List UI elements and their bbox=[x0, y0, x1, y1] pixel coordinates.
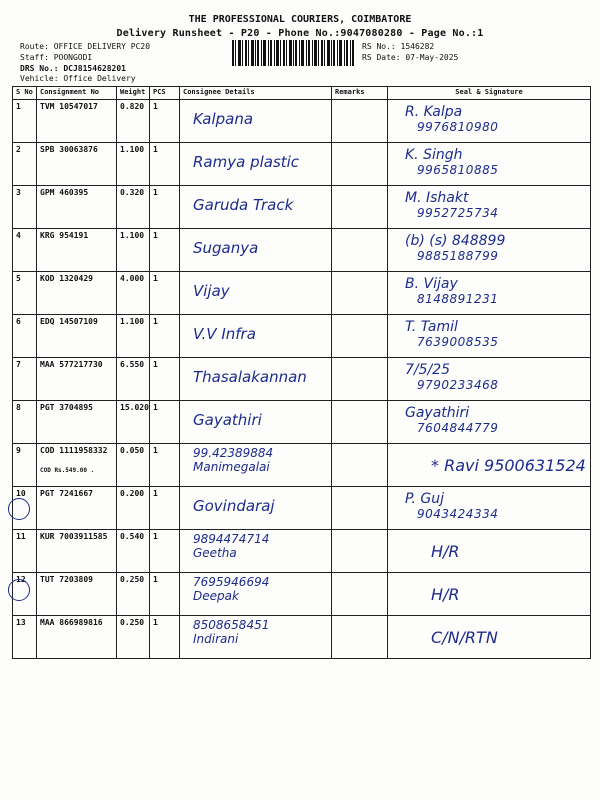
staff-label: Staff: POONGODI bbox=[20, 53, 93, 62]
row-pcs: 1 bbox=[150, 358, 180, 401]
row-weight: 0.200 bbox=[117, 487, 150, 530]
row-signature-cell bbox=[388, 616, 591, 659]
col-header-consignment: Consignment No bbox=[37, 87, 117, 100]
row-consignee-name: 8508658451 bbox=[193, 618, 270, 632]
row-sno: 10 bbox=[13, 487, 37, 530]
row-consignment-cell bbox=[37, 530, 117, 573]
row-cod-amount: COD Rs.549.00 . bbox=[40, 467, 95, 474]
row-consignment-no: PGT 7241667 bbox=[40, 489, 93, 498]
row-signature: M. Ishakt bbox=[405, 190, 469, 206]
row-signature-phone: 9952725734 bbox=[417, 206, 499, 220]
row-signature-phone: 9976810980 bbox=[417, 120, 499, 134]
row-signature-cell bbox=[388, 573, 591, 616]
row-remarks bbox=[332, 186, 388, 229]
row-consignee-cell bbox=[180, 530, 332, 573]
row-consignment-cell bbox=[37, 272, 117, 315]
row-consignment-cell bbox=[37, 401, 117, 444]
table-row bbox=[13, 100, 591, 143]
row-consignee-cell bbox=[180, 358, 332, 401]
row-pcs: 1 bbox=[150, 272, 180, 315]
row-pcs: 1 bbox=[150, 444, 180, 487]
row-consignment-no: PGT 3704895 bbox=[40, 403, 93, 412]
row-consignment-cell bbox=[37, 444, 117, 487]
row-signature-cell bbox=[388, 272, 591, 315]
row-consignee-cell bbox=[180, 143, 332, 186]
row-weight: 15.020 bbox=[117, 401, 150, 444]
col-header-weight: Weight bbox=[117, 87, 150, 100]
table-row bbox=[13, 229, 591, 272]
row-consignment-cell bbox=[37, 143, 117, 186]
drs-no-label: DRS No.: DCJ8154628201 bbox=[20, 64, 126, 73]
row-consignee-name: 9894474714 bbox=[193, 532, 270, 546]
row-consignment-cell bbox=[37, 487, 117, 530]
row-signature: 7/5/25 bbox=[405, 362, 451, 378]
col-header-consignee: Consignee Details bbox=[180, 87, 332, 100]
row-sno: 3 bbox=[13, 186, 37, 229]
table-row bbox=[13, 487, 591, 530]
row-consignee-cell bbox=[180, 573, 332, 616]
row-signature-phone: 9965810885 bbox=[417, 163, 499, 177]
row-signature: R. Kalpa bbox=[405, 104, 463, 120]
table-row bbox=[13, 186, 591, 229]
row-signature: (b) (s) 848899 bbox=[405, 233, 506, 249]
row-signature-cell bbox=[388, 358, 591, 401]
row-pcs: 1 bbox=[150, 573, 180, 616]
row-weight: 1.100 bbox=[117, 143, 150, 186]
row-pcs: 1 bbox=[150, 229, 180, 272]
row-consignee-line2: Manimegalai bbox=[193, 460, 270, 474]
row-consignee-name: 99.42389884 bbox=[193, 446, 274, 460]
row-consignee-cell bbox=[180, 487, 332, 530]
table-row bbox=[13, 315, 591, 358]
table-row bbox=[13, 444, 591, 487]
row-consignee-name: Kalpana bbox=[193, 110, 254, 128]
row-signature: Gayathiri bbox=[405, 405, 470, 421]
row-signature-phone: 9790233468 bbox=[417, 378, 499, 392]
row-pcs: 1 bbox=[150, 143, 180, 186]
row-consignment-cell bbox=[37, 358, 117, 401]
row-remarks bbox=[332, 100, 388, 143]
row-signature: * Ravi 9500631524 bbox=[431, 456, 586, 475]
row-remarks bbox=[332, 616, 388, 659]
row-consignment-cell bbox=[37, 573, 117, 616]
row-pcs: 1 bbox=[150, 315, 180, 358]
row-consignment-no: COD 1111958332 bbox=[40, 446, 108, 455]
row-consignee-name: Gayathiri bbox=[193, 411, 262, 429]
row-weight: 1.100 bbox=[117, 315, 150, 358]
row-consignment-cell bbox=[37, 229, 117, 272]
row-signature: K. Singh bbox=[405, 147, 463, 163]
runsheet-table bbox=[12, 86, 591, 659]
row-sno: 12 bbox=[13, 573, 37, 616]
row-signature-cell bbox=[388, 100, 591, 143]
row-remarks bbox=[332, 315, 388, 358]
row-consignment-cell bbox=[37, 186, 117, 229]
document-title: THE PROFESSIONAL COURIERS, COIMBATORE bbox=[188, 14, 412, 25]
row-remarks bbox=[332, 487, 388, 530]
table-row bbox=[13, 573, 591, 616]
row-sno: 4 bbox=[13, 229, 37, 272]
row-pcs: 1 bbox=[150, 487, 180, 530]
row-consignee-name: 7695946694 bbox=[193, 575, 270, 589]
row-signature-cell bbox=[388, 143, 591, 186]
handwritten-circle-mark bbox=[8, 579, 30, 601]
row-signature: H/R bbox=[431, 542, 460, 561]
row-consignee-cell bbox=[180, 186, 332, 229]
row-sno: 9 bbox=[13, 444, 37, 487]
row-signature: C/N/RTN bbox=[431, 628, 498, 647]
row-consignment-no: MAA 577217730 bbox=[40, 360, 103, 369]
row-sno: 5 bbox=[13, 272, 37, 315]
row-consignment-no: SPB 30063876 bbox=[40, 145, 98, 154]
table-row bbox=[13, 272, 591, 315]
row-consignment-no: KUR 7003911585 bbox=[40, 532, 108, 541]
handwritten-circle-mark bbox=[8, 498, 30, 520]
row-consignee-line2: Geetha bbox=[193, 546, 237, 560]
row-consignment-no: MAA 866989816 bbox=[40, 618, 103, 627]
row-remarks bbox=[332, 401, 388, 444]
row-sno: 1 bbox=[13, 100, 37, 143]
vehicle-label: Vehicle: Office Delivery bbox=[20, 74, 136, 83]
row-signature-cell bbox=[388, 229, 591, 272]
row-remarks bbox=[332, 444, 388, 487]
table-row bbox=[13, 401, 591, 444]
row-signature-phone: 7639008535 bbox=[417, 335, 499, 349]
row-consignee-name: Ramya plastic bbox=[193, 153, 300, 171]
row-consignment-no: KOD 1320429 bbox=[40, 274, 93, 283]
col-header-sno: S No bbox=[13, 87, 37, 100]
row-sno: 8 bbox=[13, 401, 37, 444]
rs-date-label: RS Date: 07-May-2025 bbox=[362, 53, 459, 62]
row-weight: 1.100 bbox=[117, 229, 150, 272]
row-remarks bbox=[332, 143, 388, 186]
row-consignee-name: Vijay bbox=[193, 282, 230, 300]
row-signature-phone: 7604844779 bbox=[417, 421, 499, 435]
row-consignee-cell bbox=[180, 616, 332, 659]
row-sno: 13 bbox=[13, 616, 37, 659]
table-row bbox=[13, 143, 591, 186]
row-consignment-cell bbox=[37, 315, 117, 358]
row-consignee-cell bbox=[180, 444, 332, 487]
row-weight: 0.320 bbox=[117, 186, 150, 229]
row-consignee-cell bbox=[180, 272, 332, 315]
row-sno: 11 bbox=[13, 530, 37, 573]
row-weight: 0.820 bbox=[117, 100, 150, 143]
row-signature-phone: 9043424334 bbox=[417, 507, 499, 521]
row-pcs: 1 bbox=[150, 401, 180, 444]
row-pcs: 1 bbox=[150, 100, 180, 143]
row-signature-cell bbox=[388, 487, 591, 530]
table-row bbox=[13, 358, 591, 401]
row-consignee-name: Govindaraj bbox=[193, 497, 275, 515]
row-pcs: 1 bbox=[150, 530, 180, 573]
row-signature-cell bbox=[388, 186, 591, 229]
row-sno: 7 bbox=[13, 358, 37, 401]
row-consignment-no: KRG 954191 bbox=[40, 231, 89, 240]
row-signature: B. Vijay bbox=[405, 276, 458, 292]
row-weight: 0.050 bbox=[117, 444, 150, 487]
row-consignee-cell bbox=[180, 401, 332, 444]
table-body bbox=[13, 100, 591, 659]
row-pcs: 1 bbox=[150, 186, 180, 229]
table-header-row bbox=[13, 87, 591, 100]
row-consignee-line2: Indirani bbox=[193, 632, 239, 646]
row-weight: 0.250 bbox=[117, 573, 150, 616]
row-weight: 6.550 bbox=[117, 358, 150, 401]
row-consignee-cell bbox=[180, 229, 332, 272]
row-consignee-cell bbox=[180, 315, 332, 358]
row-signature-phone: 8148891231 bbox=[417, 292, 499, 306]
row-weight: 0.250 bbox=[117, 616, 150, 659]
row-signature-cell bbox=[388, 444, 591, 487]
table-row bbox=[13, 616, 591, 659]
row-consignment-cell bbox=[37, 100, 117, 143]
row-sno: 2 bbox=[13, 143, 37, 186]
row-signature-cell bbox=[388, 530, 591, 573]
row-signature-phone: 9885188799 bbox=[417, 249, 499, 263]
barcode-image bbox=[232, 40, 354, 66]
route-label: Route: OFFICE DELIVERY PC20 bbox=[20, 42, 151, 51]
row-consignee-name: Garuda Track bbox=[193, 196, 294, 214]
row-signature-cell bbox=[388, 315, 591, 358]
row-remarks bbox=[332, 573, 388, 616]
row-consignee-name: Thasalakannan bbox=[193, 368, 307, 386]
row-remarks bbox=[332, 530, 388, 573]
row-signature: P. Guj bbox=[405, 491, 445, 507]
rs-no-label: RS No.: 1546282 bbox=[362, 42, 435, 51]
col-header-pcs: PCS bbox=[150, 87, 180, 100]
table-row bbox=[13, 530, 591, 573]
row-consignment-no: EDQ 14507109 bbox=[40, 317, 98, 326]
col-header-remarks: Remarks bbox=[332, 87, 388, 100]
row-consignment-cell bbox=[37, 616, 117, 659]
row-consignment-no: GPM 460395 bbox=[40, 188, 89, 197]
col-header-signature: Seal & Signature bbox=[388, 87, 591, 100]
row-remarks bbox=[332, 272, 388, 315]
row-consignment-no: TUT 7203809 bbox=[40, 575, 93, 584]
row-remarks bbox=[332, 229, 388, 272]
runsheet-subtitle: Delivery Runsheet - P20 - Phone No.:9047080280 - Page No.:1 bbox=[116, 28, 484, 39]
row-consignee-name: Suganya bbox=[193, 239, 259, 257]
row-consignment-no: TVM 10547017 bbox=[40, 102, 98, 111]
row-consignee-name: V.V Infra bbox=[193, 325, 256, 343]
row-signature: T. Tamil bbox=[405, 319, 458, 335]
row-signature-cell bbox=[388, 401, 591, 444]
row-weight: 4.000 bbox=[117, 272, 150, 315]
row-signature: H/R bbox=[431, 585, 460, 604]
row-weight: 0.540 bbox=[117, 530, 150, 573]
row-sno: 6 bbox=[13, 315, 37, 358]
row-remarks bbox=[332, 358, 388, 401]
row-pcs: 1 bbox=[150, 616, 180, 659]
row-consignee-cell bbox=[180, 100, 332, 143]
row-consignee-line2: Deepak bbox=[193, 589, 239, 603]
